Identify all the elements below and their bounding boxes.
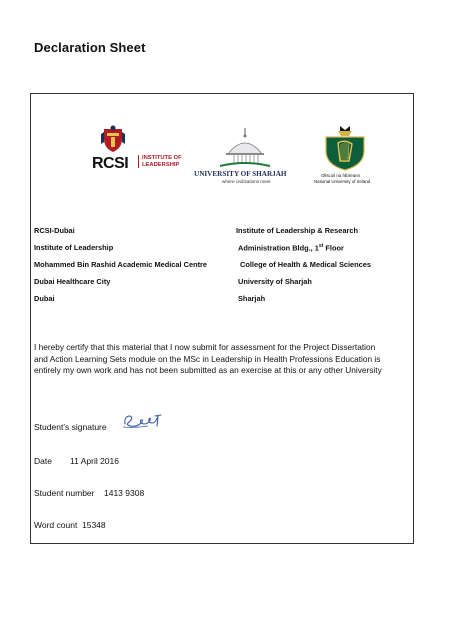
address-left-line: RCSI-Dubai <box>34 226 75 235</box>
dome-icon <box>220 128 270 168</box>
date-label: Date <box>34 456 52 466</box>
student-number-label: Student number <box>34 488 95 498</box>
rcsi-logo <box>92 125 182 175</box>
crest-icon <box>100 125 126 153</box>
address-left-line: Dubai <box>34 294 55 303</box>
handwritten-signature <box>122 412 164 432</box>
university-of-sharjah-logo <box>192 128 300 190</box>
declaration-line: I hereby certify that this material that I now submit for assessment for the Project Dissertation <box>34 342 376 352</box>
address-right-line: Administration Bldg., 1st Floor <box>238 243 344 253</box>
address-right-line: Institute of Leadership & Research <box>236 226 358 235</box>
uos-name: UNIVERSITY OF SHARJAH <box>194 170 287 178</box>
address-left-line: Dubai Healthcare City <box>34 277 111 286</box>
uos-tagline: where civilizations meet <box>222 179 271 184</box>
student-number-value: 1413 9308 <box>104 488 145 498</box>
word-count-label: Word count <box>34 520 78 530</box>
nui-logo <box>312 125 378 190</box>
rcsi-subtitle: INSTITUTE OF LEADERSHIP <box>138 155 182 168</box>
page-title: Declaration Sheet <box>34 40 146 55</box>
declaration-line: entirely my own work and has not been submitted as an exercise at this or any other University <box>34 365 382 376</box>
signature-label: Student’s signature <box>34 422 107 432</box>
address-left-line: Institute of Leadership <box>34 243 114 252</box>
address-right-line: University of Sharjah <box>238 277 312 286</box>
declaration-text <box>34 342 406 377</box>
nui-irish-name: Ollscoil na hÉireann <box>321 173 361 178</box>
address-left-line: Mohammed Bin Rashid Academic Medical Centre <box>34 260 208 269</box>
declaration-line: and Action Learning Sets module on the MSc in Leadership in Health Professions Education is <box>34 353 381 364</box>
harp-shield-icon <box>322 125 368 171</box>
word-count-value: 15348 <box>82 520 106 530</box>
address-right-line: Sharjah <box>238 294 266 303</box>
date-value: 11 April 2016 <box>70 456 119 466</box>
nui-english-name: National University of Ireland <box>314 179 371 184</box>
address-right-line: College of Health & Medical Sciences <box>240 260 372 269</box>
rcsi-wordmark: RCSI <box>92 155 129 172</box>
